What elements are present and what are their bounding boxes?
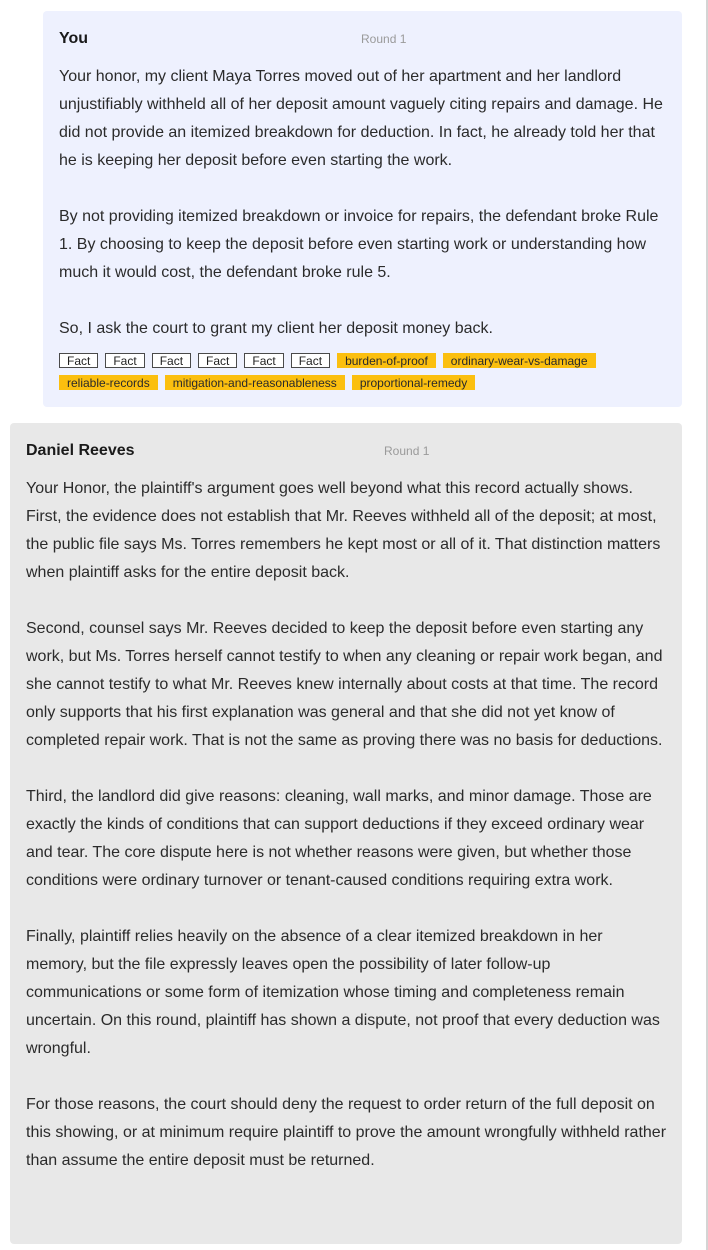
tag-list <box>59 353 659 390</box>
message-paragraph: So, I ask the court to grant my client her deposit money back. <box>59 320 493 337</box>
fact-tag[interactable]: Fact <box>198 353 237 368</box>
principle-tag-reliable-records[interactable]: reliable-records <box>59 375 158 390</box>
message-body <box>26 475 666 1175</box>
message-paragraph: Second, counsel says Mr. Reeves decided to keep the deposit before even starting any work, but Ms. Torres herself cannot testify to when any cleaning or repair work began, and she cannot testify to what Mr. Reeves knew internally about costs at that time. The record only supports that his first explanation was general and that she did not yet know of completed repair work. That is not the same as proving there was no basis for deductions. <box>26 620 663 749</box>
message-header <box>59 29 666 49</box>
message-opponent <box>10 423 682 1244</box>
speaker-name: You <box>59 30 89 47</box>
fact-tag[interactable]: Fact <box>152 353 191 368</box>
message-body <box>59 63 666 343</box>
fact-tag[interactable]: Fact <box>244 353 283 368</box>
message-paragraph: Finally, plaintiff relies heavily on the absence of a clear itemized breakdown in her memory, but the file expressly leaves open the possibility of later follow-up communications or some form of itemization whose timing and completeness remain uncertain. On this round, plaintiff has shown a dispute, not proof that every deduction was wrongful. <box>26 928 660 1057</box>
message-paragraph: For those reasons, the court should deny the request to order return of the full deposit on this showing, or at minimum require plaintiff to prove the amount wrongfully withheld rather than assume the entire deposit must be returned. <box>26 1096 667 1169</box>
principle-tag-burden-of-proof[interactable]: burden-of-proof <box>337 353 436 368</box>
round-label: Round 1 <box>384 444 430 458</box>
speaker-name: Daniel Reeves <box>26 442 135 459</box>
message-paragraph: Your honor, my client Maya Torres moved out of her apartment and her landlord unjustifiably withheld all of her deposit amount vaguely citing repairs and damage. He did not provide an itemized breakdown for deduction. In fact, he already told her that he is keeping her deposit before even starting the work. <box>59 68 663 169</box>
message-header <box>26 441 666 461</box>
fact-tag[interactable]: Fact <box>291 353 330 368</box>
principle-tag-proportional-remedy[interactable]: proportional-remedy <box>352 375 475 390</box>
fact-tag[interactable]: Fact <box>105 353 144 368</box>
message-user <box>43 11 682 407</box>
message-paragraph: Third, the landlord did give reasons: cleaning, wall marks, and minor damage. Those are exactly the kinds of conditions that can support deductions if they exceed ordinary wear and tear. The core dispute here is not whether reasons were given, but whether those conditions were ordinary turnover or tenant-caused conditions requiring extra work. <box>26 788 652 889</box>
message-paragraph: Your Honor, the plaintiff's argument goes well beyond what this record actually shows. First, the evidence does not establish that Mr. Reeves withheld all of the deposit; at most, the public file says Ms. Torres remembers he kept most or all of it. That distinction matters when plaintiff asks for the entire deposit back. <box>26 480 661 581</box>
message-paragraph: By not providing itemized breakdown or invoice for repairs, the defendant broke Rule 1. By choosing to keep the deposit before even starting work or understanding how much it would cost, the defendant broke rule 5. <box>59 208 659 281</box>
principle-tag-mitigation-and-reasonableness[interactable]: mitigation-and-reasonableness <box>165 375 345 390</box>
fact-tag[interactable]: Fact <box>59 353 98 368</box>
round-label: Round 1 <box>361 32 407 46</box>
principle-tag-ordinary-wear-vs-damage[interactable]: ordinary-wear-vs-damage <box>443 353 596 368</box>
